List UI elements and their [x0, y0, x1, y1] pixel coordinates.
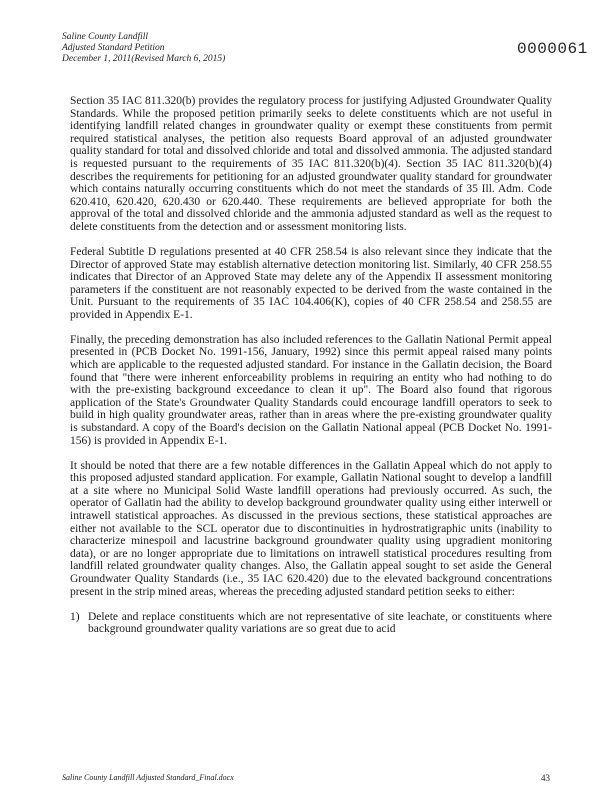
- paragraph-4: It should be noted that there are a few notable differences in the Gallatin Appeal which do not apply to this proposed adjusted standard application. For example, Gallatin National sought to develop a landfill at a site where no Municipal Solid Waste landfill operations had previously occurred. As such, the operator of Gallatin had the ability to develop background groundwater quality using either interwell or intrawell statistical approaches. As discussed in the previous sections, these statistical approaches are either not available to the SCL operator due to discontinuities in hydrostratigraphic units (inability to characterize minespoil and lacustrine background groundwater quality using upgradient monitoring data), or are no longer appropriate due to limitations on intrawell statistical procedures resulting from landfill related groundwater quality changes. Also, the Gallatin appeal sought to set aside the General Groundwater Quality Standards (i.e., 35 IAC 620.420) due to the elevated background concentrations present in the strip mined areas, whereas the preceding adjusted standard petition seeks to either:: [70, 459, 552, 598]
- header-line-2: Adjusted Standard Petition: [62, 43, 165, 53]
- header-line-3: December 1, 2011(Revised March 6, 2015): [62, 54, 226, 64]
- header-line-1: Saline County Landfill: [62, 32, 149, 42]
- list-item-text: Delete and replace constituents which are not representative of site leachate, or constituents where background groundwater quality variations are so great due to acid: [88, 610, 552, 636]
- document-body: [70, 95, 552, 636]
- paragraph-1: Section 35 IAC 811.320(b) provides the regulatory process for justifying Adjusted Groundwater Quality Standards. While the proposed petition primarily seeks to delete constituents which are not useful in identifying landfill related changes in groundwater quality or exempt these constituents from permit required statistical analyses, the petition also requests Board approval of an adjusted groundwater quality standard for total and dissolved chloride and total and dissolved ammonia. The adjusted standard is requested pursuant to the requirements of 35 IAC 811.320(b)(4). Section 35 IAC 811.320(b)(4) describes the requirements for petitioning for an adjusted groundwater quality standard for groundwater which contains naturally occurring constituents which do not meet the standards of 35 Ill. Adm. Code 620.410, 620.420, 620.430 or 620.440. These requirements are believed appropriate for both the approval of the total and dissolved chloride and the ammonia adjusted standard as well as the request to delete constituents from the detection and or assessment monitoring lists.: [70, 95, 552, 233]
- running-header: [62, 32, 225, 65]
- bates-stamp: 0000061: [517, 40, 588, 58]
- paragraph-2: Federal Subtitle D regulations presented at 40 CFR 258.54 is also relevant since they indicate that the Director of approved State may establish alternative detection monitoring list. Similarly, 40 CFR 258.55 indicates that Director of an Approved State may delete any of the Appendix II assessment monitoring parameters if the constituent are not reasonably expected to be derived from the waste contained in the Unit. Pursuant to the requirements of 35 IAC 104.406(K), copies of 40 CFR 258.54 and 258.55 are provided in Appendix E-1.: [70, 245, 552, 321]
- paragraph-3: Finally, the preceding demonstration has also included references to the Gallatin National Permit appeal presented in (PCB Docket No. 1991-156, January, 1992) since this permit appeal raised many points which are applicable to the requested adjusted standard. For instance in the Gallatin decision, the Board found that "there were inherent enforceability problems in requiring an entity who had nothing to do with the pre-existing background exceedance to clean it up". The Board also found that rigorous application of the State's Groundwater Quality Standards could encourage landfill operators to seek to build in high quality groundwater areas, rather than in areas where the pre-existing groundwater quality is substandard. A copy of the Board's decision on the Gallatin National appeal (PCB Docket No. 1991-156) is provided in Appendix E-1.: [70, 333, 552, 447]
- footer-filename: Saline County Landfill Adjusted Standard_Final.docx: [62, 773, 234, 782]
- list-item: [70, 611, 552, 636]
- footer-page-number: 43: [541, 773, 550, 783]
- list-item-number: 1): [70, 610, 80, 623]
